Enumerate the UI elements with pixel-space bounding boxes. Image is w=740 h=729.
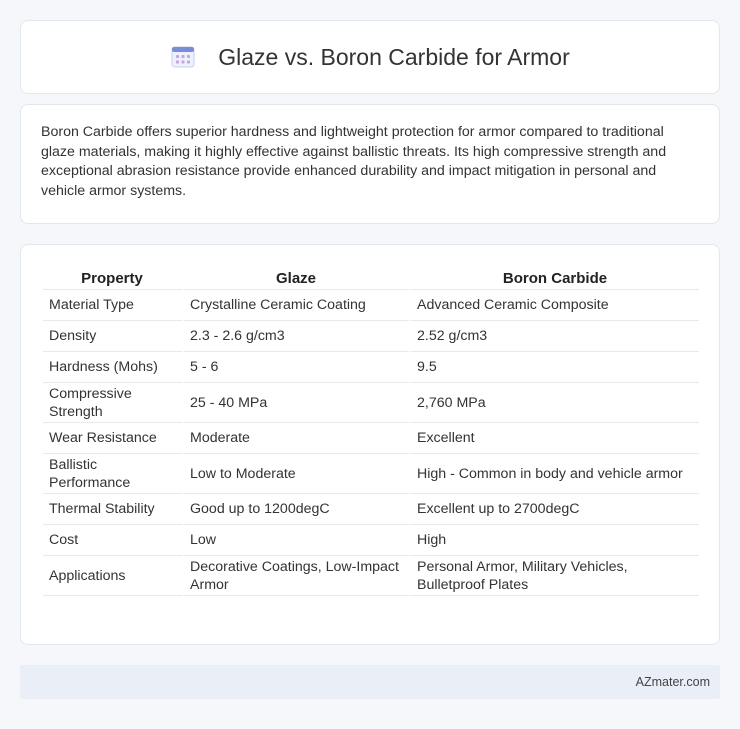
cell-glaze: Low to Moderate xyxy=(184,454,411,494)
cell-boron-carbide: High - Common in body and vehicle armor xyxy=(411,454,699,494)
comparison-card xyxy=(20,244,720,645)
title-card xyxy=(20,20,720,94)
cell-boron-carbide: High xyxy=(411,525,699,556)
cell-property: Hardness (Mohs) xyxy=(43,352,184,383)
cell-glaze: 2.3 - 2.6 g/cm3 xyxy=(184,321,411,352)
calendar-icon xyxy=(170,43,196,69)
table-row xyxy=(43,525,699,556)
table-header-row xyxy=(43,265,699,290)
footer-brand: AZmater.com xyxy=(635,675,710,689)
intro-card xyxy=(20,104,720,224)
cell-boron-carbide: Personal Armor, Military Vehicles, Bulletproof Plates xyxy=(411,556,699,596)
table-row xyxy=(43,321,699,352)
cell-glaze: 5 - 6 xyxy=(184,352,411,383)
cell-property: Density xyxy=(43,321,184,352)
table-row xyxy=(43,494,699,525)
header-glaze: Glaze xyxy=(184,265,411,290)
cell-property: Material Type xyxy=(43,290,184,321)
cell-glaze: Decorative Coatings, Low-Impact Armor xyxy=(184,556,411,596)
cell-property: Cost xyxy=(43,525,184,556)
header-property: Property xyxy=(43,265,184,290)
cell-property: Ballistic Performance xyxy=(43,454,184,494)
table-row xyxy=(43,423,699,454)
cell-glaze: Low xyxy=(184,525,411,556)
cell-boron-carbide: 2.52 g/cm3 xyxy=(411,321,699,352)
cell-boron-carbide: Excellent xyxy=(411,423,699,454)
table-row xyxy=(43,556,699,596)
intro-text: Boron Carbide offers superior hardness and lightweight protection for armor compared to traditional glaze materials, making it highly effective against ballistic threats. Its high compressive strength and exceptional abrasion resistance provide enhanced durability and impact mitigation in personal and vehicle armor systems. xyxy=(41,124,667,199)
cell-glaze: Crystalline Ceramic Coating xyxy=(184,290,411,321)
table-row xyxy=(43,352,699,383)
cell-boron-carbide: Advanced Ceramic Composite xyxy=(411,290,699,321)
cell-glaze: Good up to 1200degC xyxy=(184,494,411,525)
cell-property: Wear Resistance xyxy=(43,423,184,454)
cell-property: Thermal Stability xyxy=(43,494,184,525)
table-row xyxy=(43,290,699,321)
cell-property: Applications xyxy=(43,556,184,596)
comparison-table xyxy=(43,265,699,596)
cell-boron-carbide: 9.5 xyxy=(411,352,699,383)
page-title: Glaze vs. Boron Carbide for Armor xyxy=(218,43,570,70)
cell-boron-carbide: Excellent up to 2700degC xyxy=(411,494,699,525)
cell-glaze: 25 - 40 MPa xyxy=(184,383,411,423)
table-row xyxy=(43,383,699,423)
footer xyxy=(20,665,720,699)
cell-boron-carbide: 2,760 MPa xyxy=(411,383,699,423)
table-row xyxy=(43,454,699,494)
header-boron-carbide: Boron Carbide xyxy=(411,265,699,290)
cell-property: Compressive Strength xyxy=(43,383,184,423)
cell-glaze: Moderate xyxy=(184,423,411,454)
